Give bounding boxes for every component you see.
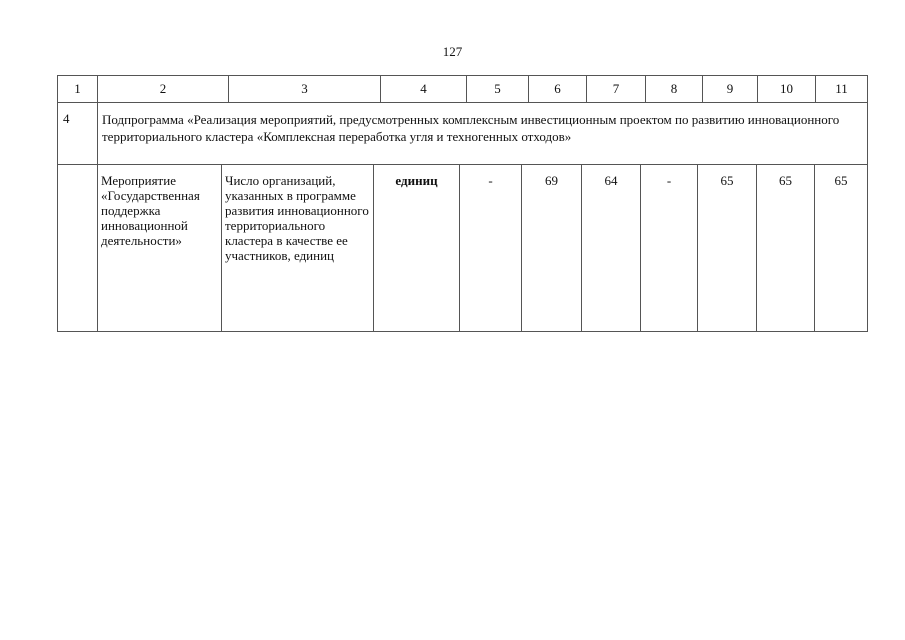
page-number: 127 [442, 44, 463, 59]
activity-unit-text: единиц [395, 173, 438, 188]
activity-name: Мероприятие «Государственная поддержка инновационной деятельности» [98, 164, 222, 331]
header-col-11: 11 [835, 81, 848, 96]
activity-col-10: 65 [757, 164, 815, 331]
activity-col-6: 69 [522, 164, 582, 331]
header-col-3: 3 [229, 76, 381, 102]
subprogram-row [57, 102, 868, 165]
activity-col-11: 65 [834, 173, 848, 188]
header-col-6: 6 [529, 76, 587, 102]
activity-unit [374, 164, 460, 331]
subprogram-title: Подпрограмма «Реализация мероприятий, предусмотренных комплексным инвестиционным проектом по развитию инновационного территориального кластера «Комплексная переработка угля и техногенных отходов» [102, 112, 840, 144]
subprogram-number: 4 [58, 102, 98, 164]
header-col-10: 10 [758, 76, 816, 102]
activity-col-7: 64 [582, 164, 641, 331]
header-col-1: 1 [58, 76, 98, 102]
activity-col-5: - [460, 164, 522, 331]
activity-col-9: 65 [698, 164, 757, 331]
header-col-8: 8 [646, 76, 703, 102]
table-header-row [57, 75, 868, 103]
activity-row [57, 164, 868, 332]
header-col-7: 7 [587, 76, 646, 102]
header-col-2: 2 [98, 76, 229, 102]
activity-number [58, 164, 98, 331]
activity-col-8: - [641, 164, 698, 331]
header-col-5: 5 [467, 76, 529, 102]
activity-indicator: Число организаций, указанных в программе развития инновационного территориального кластера в качестве ее участников, единиц [222, 164, 374, 331]
header-col-9: 9 [703, 76, 758, 102]
header-col-4: 4 [381, 76, 467, 102]
